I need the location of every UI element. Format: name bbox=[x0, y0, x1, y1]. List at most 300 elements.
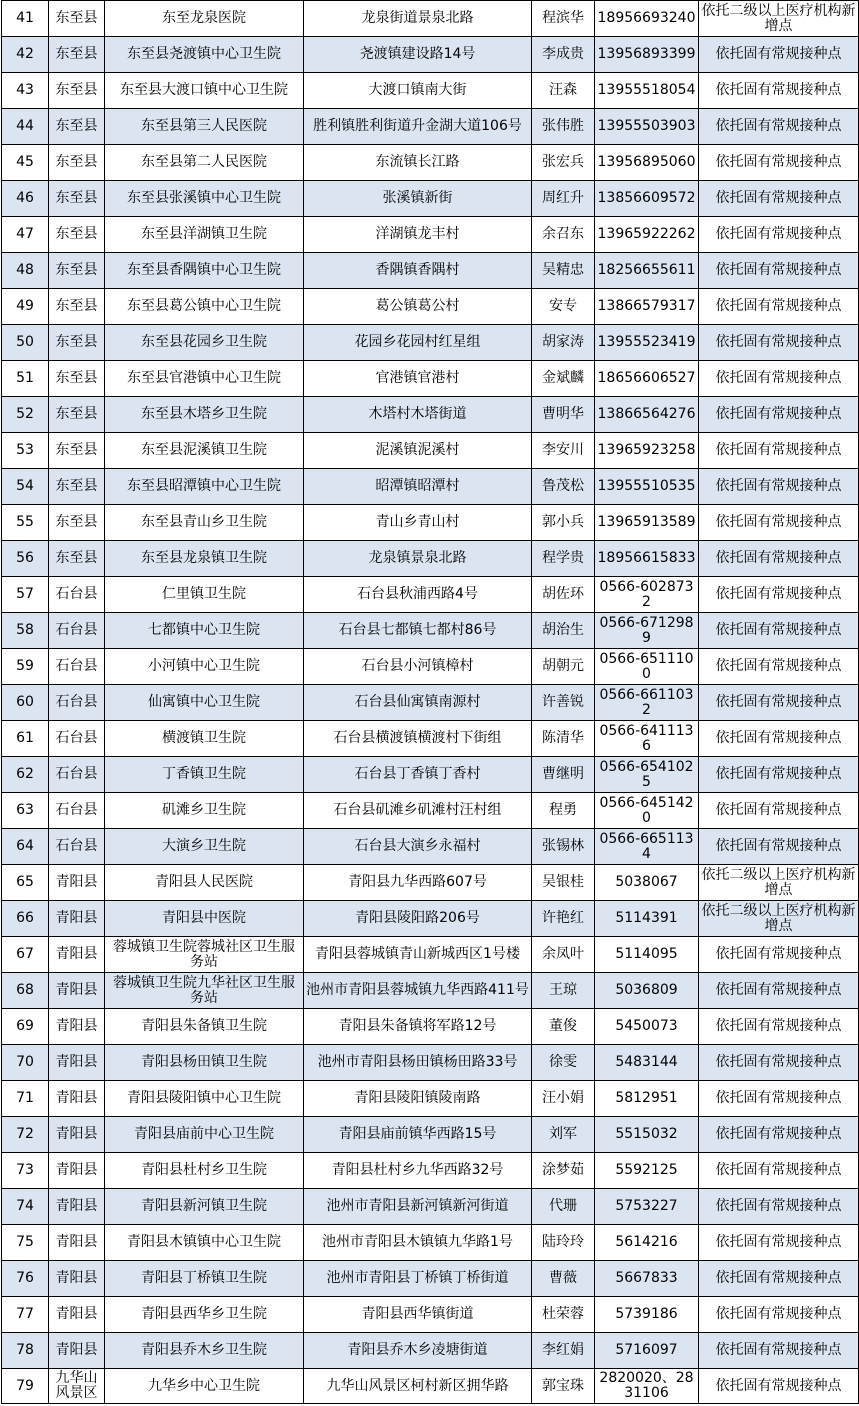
institution-cell: 青阳县人民医院 bbox=[105, 865, 304, 901]
address-cell: 花园乡花园村红星组 bbox=[304, 325, 532, 361]
row-number-cell: 50 bbox=[2, 325, 49, 361]
address-cell: 池州市青阳县新河镇新河街道 bbox=[304, 1189, 532, 1225]
row-number-cell: 57 bbox=[2, 577, 49, 613]
phone-cell: 5036809 bbox=[595, 973, 699, 1009]
phone-cell: 5667833 bbox=[595, 1261, 699, 1297]
contact-person-cell: 刘军 bbox=[532, 1117, 595, 1153]
county-cell: 石台县 bbox=[49, 793, 105, 829]
institution-cell: 大演乡卫生院 bbox=[105, 829, 304, 865]
table-row bbox=[2, 469, 859, 505]
row-number-cell: 52 bbox=[2, 397, 49, 433]
site-type-cell: 依托固有常规接种点 bbox=[699, 433, 859, 469]
phone-cell: 0566-6651134 bbox=[595, 829, 699, 865]
site-type-cell: 依托二级以上医疗机构新增点 bbox=[699, 1, 859, 37]
table-row bbox=[2, 361, 859, 397]
county-cell: 东至县 bbox=[49, 325, 105, 361]
contact-person-cell: 许善锐 bbox=[532, 685, 595, 721]
institution-cell: 东至县青山乡卫生院 bbox=[105, 505, 304, 541]
table-row bbox=[2, 181, 859, 217]
county-cell: 东至县 bbox=[49, 73, 105, 109]
county-cell: 青阳县 bbox=[49, 1261, 105, 1297]
institution-cell: 横渡镇卫生院 bbox=[105, 721, 304, 757]
row-number-cell: 59 bbox=[2, 649, 49, 685]
county-cell: 石台县 bbox=[49, 649, 105, 685]
institution-cell: 东至县官港镇中心卫生院 bbox=[105, 361, 304, 397]
row-number-cell: 46 bbox=[2, 181, 49, 217]
site-type-cell: 依托固有常规接种点 bbox=[699, 1261, 859, 1297]
site-type-cell: 依托固有常规接种点 bbox=[699, 181, 859, 217]
institution-cell: 九华乡中心卫生院 bbox=[105, 1369, 304, 1404]
row-number-cell: 53 bbox=[2, 433, 49, 469]
site-type-cell: 依托固有常规接种点 bbox=[699, 613, 859, 649]
row-number-cell: 49 bbox=[2, 289, 49, 325]
contact-person-cell: 鲁茂松 bbox=[532, 469, 595, 505]
phone-cell: 5739186 bbox=[595, 1297, 699, 1333]
site-type-cell: 依托固有常规接种点 bbox=[699, 973, 859, 1009]
site-type-cell: 依托固有常规接种点 bbox=[699, 397, 859, 433]
county-cell: 东至县 bbox=[49, 181, 105, 217]
table-row bbox=[2, 1045, 859, 1081]
phone-cell: 0566-6451420 bbox=[595, 793, 699, 829]
address-cell: 石台县矶滩乡矶滩村汪村组 bbox=[304, 793, 532, 829]
row-number-cell: 61 bbox=[2, 721, 49, 757]
institution-cell: 东至县第三人民医院 bbox=[105, 109, 304, 145]
contact-person-cell: 周红升 bbox=[532, 181, 595, 217]
row-number-cell: 74 bbox=[2, 1189, 49, 1225]
site-type-cell: 依托固有常规接种点 bbox=[699, 1225, 859, 1261]
site-type-cell: 依托二级以上医疗机构新增点 bbox=[699, 901, 859, 937]
county-cell: 石台县 bbox=[49, 829, 105, 865]
address-cell: 青阳县陵阳镇陵南路 bbox=[304, 1081, 532, 1117]
county-cell: 东至县 bbox=[49, 541, 105, 577]
site-type-cell: 依托二级以上医疗机构新增点 bbox=[699, 865, 859, 901]
address-cell: 石台县秋浦西路4号 bbox=[304, 577, 532, 613]
institution-cell: 矶滩乡卫生院 bbox=[105, 793, 304, 829]
county-cell: 东至县 bbox=[49, 217, 105, 253]
site-type-cell: 依托固有常规接种点 bbox=[699, 505, 859, 541]
site-type-cell: 依托固有常规接种点 bbox=[699, 649, 859, 685]
contact-person-cell: 程滨华 bbox=[532, 1, 595, 37]
table-row bbox=[2, 433, 859, 469]
institution-cell: 蓉城镇卫生院九华社区卫生服务站 bbox=[105, 973, 304, 1009]
table-row bbox=[2, 1009, 859, 1045]
table-row bbox=[2, 1, 859, 37]
county-cell: 东至县 bbox=[49, 397, 105, 433]
institution-cell: 青阳县丁桥镇卫生院 bbox=[105, 1261, 304, 1297]
county-cell: 东至县 bbox=[49, 433, 105, 469]
table-row bbox=[2, 1261, 859, 1297]
phone-cell: 0566-6712989 bbox=[595, 613, 699, 649]
phone-cell: 0566-6028732 bbox=[595, 577, 699, 613]
row-number-cell: 79 bbox=[2, 1369, 49, 1404]
county-cell: 九华山风景区 bbox=[49, 1369, 105, 1404]
contact-person-cell: 吴精忠 bbox=[532, 253, 595, 289]
contact-person-cell: 金斌麟 bbox=[532, 361, 595, 397]
institution-cell: 东至县香隅镇中心卫生院 bbox=[105, 253, 304, 289]
contact-person-cell: 张锡林 bbox=[532, 829, 595, 865]
contact-person-cell: 曹薇 bbox=[532, 1261, 595, 1297]
site-type-cell: 依托固有常规接种点 bbox=[699, 1297, 859, 1333]
site-type-cell: 依托固有常规接种点 bbox=[699, 1117, 859, 1153]
contact-person-cell: 杜荣蓉 bbox=[532, 1297, 595, 1333]
site-type-cell: 依托固有常规接种点 bbox=[699, 469, 859, 505]
county-cell: 青阳县 bbox=[49, 1333, 105, 1369]
address-cell: 池州市青阳县木镇镇九华路1号 bbox=[304, 1225, 532, 1261]
site-type-cell: 依托固有常规接种点 bbox=[699, 37, 859, 73]
site-type-cell: 依托固有常规接种点 bbox=[699, 361, 859, 397]
table-row bbox=[2, 253, 859, 289]
site-type-cell: 依托固有常规接种点 bbox=[699, 793, 859, 829]
row-number-cell: 62 bbox=[2, 757, 49, 793]
row-number-cell: 72 bbox=[2, 1117, 49, 1153]
county-cell: 东至县 bbox=[49, 37, 105, 73]
contact-person-cell: 曹明华 bbox=[532, 397, 595, 433]
institution-cell: 东至县尧渡镇中心卫生院 bbox=[105, 37, 304, 73]
county-cell: 青阳县 bbox=[49, 1153, 105, 1189]
phone-cell: 13965923258 bbox=[595, 433, 699, 469]
county-cell: 青阳县 bbox=[49, 1297, 105, 1333]
county-cell: 石台县 bbox=[49, 721, 105, 757]
row-number-cell: 75 bbox=[2, 1225, 49, 1261]
address-cell: 泥溪镇泥溪村 bbox=[304, 433, 532, 469]
contact-person-cell: 许艳红 bbox=[532, 901, 595, 937]
table-row bbox=[2, 325, 859, 361]
site-type-cell: 依托固有常规接种点 bbox=[699, 1369, 859, 1404]
site-type-cell: 依托固有常规接种点 bbox=[699, 577, 859, 613]
site-type-cell: 依托固有常规接种点 bbox=[699, 217, 859, 253]
address-cell: 尧渡镇建设路14号 bbox=[304, 37, 532, 73]
institution-cell: 东至县木塔乡卫生院 bbox=[105, 397, 304, 433]
county-cell: 石台县 bbox=[49, 613, 105, 649]
phone-cell: 5038067 bbox=[595, 865, 699, 901]
row-number-cell: 48 bbox=[2, 253, 49, 289]
row-number-cell: 63 bbox=[2, 793, 49, 829]
contact-person-cell: 胡佐环 bbox=[532, 577, 595, 613]
contact-person-cell: 汪小娟 bbox=[532, 1081, 595, 1117]
row-number-cell: 66 bbox=[2, 901, 49, 937]
contact-person-cell: 张伟胜 bbox=[532, 109, 595, 145]
institution-cell: 青阳县西华乡卫生院 bbox=[105, 1297, 304, 1333]
row-number-cell: 60 bbox=[2, 685, 49, 721]
address-cell: 石台县大演乡永福村 bbox=[304, 829, 532, 865]
site-type-cell: 依托固有常规接种点 bbox=[699, 109, 859, 145]
phone-cell: 13956895060 bbox=[595, 145, 699, 181]
row-number-cell: 70 bbox=[2, 1045, 49, 1081]
institution-cell: 青阳县杜村乡卫生院 bbox=[105, 1153, 304, 1189]
institution-cell: 青阳县乔木乡卫生院 bbox=[105, 1333, 304, 1369]
table-row bbox=[2, 1153, 859, 1189]
institution-cell: 东至龙泉医院 bbox=[105, 1, 304, 37]
address-cell: 青山乡青山村 bbox=[304, 505, 532, 541]
site-type-cell: 依托固有常规接种点 bbox=[699, 1009, 859, 1045]
phone-cell: 13955518054 bbox=[595, 73, 699, 109]
row-number-cell: 77 bbox=[2, 1297, 49, 1333]
site-type-cell: 依托固有常规接种点 bbox=[699, 685, 859, 721]
institution-cell: 东至县昭潭镇中心卫生院 bbox=[105, 469, 304, 505]
county-cell: 东至县 bbox=[49, 469, 105, 505]
address-cell: 池州市青阳县杨田镇杨田路33号 bbox=[304, 1045, 532, 1081]
contact-person-cell: 王琼 bbox=[532, 973, 595, 1009]
site-type-cell: 依托固有常规接种点 bbox=[699, 1333, 859, 1369]
address-cell: 胜利镇胜利街道升金湖大道106号 bbox=[304, 109, 532, 145]
phone-cell: 18656606527 bbox=[595, 361, 699, 397]
row-number-cell: 78 bbox=[2, 1333, 49, 1369]
contact-person-cell: 涂梦茹 bbox=[532, 1153, 595, 1189]
address-cell: 木塔村木塔街道 bbox=[304, 397, 532, 433]
phone-cell: 5592125 bbox=[595, 1153, 699, 1189]
site-type-cell: 依托固有常规接种点 bbox=[699, 829, 859, 865]
contact-person-cell: 郭宝珠 bbox=[532, 1369, 595, 1404]
county-cell: 东至县 bbox=[49, 1, 105, 37]
row-number-cell: 65 bbox=[2, 865, 49, 901]
table-row bbox=[2, 37, 859, 73]
contact-person-cell: 吴银桂 bbox=[532, 865, 595, 901]
address-cell: 青阳县朱备镇将军路12号 bbox=[304, 1009, 532, 1045]
table-row bbox=[2, 829, 859, 865]
phone-cell: 13956893399 bbox=[595, 37, 699, 73]
table-row bbox=[2, 1189, 859, 1225]
address-cell: 大渡口镇南大街 bbox=[304, 73, 532, 109]
county-cell: 青阳县 bbox=[49, 1225, 105, 1261]
institution-cell: 东至县泥溪镇卫生院 bbox=[105, 433, 304, 469]
county-cell: 青阳县 bbox=[49, 1189, 105, 1225]
row-number-cell: 54 bbox=[2, 469, 49, 505]
address-cell: 石台县小河镇樟村 bbox=[304, 649, 532, 685]
address-cell: 青阳县乔木乡凌塘街道 bbox=[304, 1333, 532, 1369]
institution-cell: 东至县洋湖镇卫生院 bbox=[105, 217, 304, 253]
county-cell: 东至县 bbox=[49, 289, 105, 325]
phone-cell: 13866564276 bbox=[595, 397, 699, 433]
site-type-cell: 依托固有常规接种点 bbox=[699, 721, 859, 757]
table-row bbox=[2, 685, 859, 721]
phone-cell: 13965922262 bbox=[595, 217, 699, 253]
table-row bbox=[2, 1117, 859, 1153]
phone-cell: 0566-6611032 bbox=[595, 685, 699, 721]
institution-cell: 东至县葛公镇中心卫生院 bbox=[105, 289, 304, 325]
phone-cell: 18956615833 bbox=[595, 541, 699, 577]
table-row bbox=[2, 973, 859, 1009]
table-row bbox=[2, 289, 859, 325]
institution-cell: 东至县大渡口镇中心卫生院 bbox=[105, 73, 304, 109]
table-row bbox=[2, 541, 859, 577]
table-body bbox=[2, 1, 859, 1404]
row-number-cell: 47 bbox=[2, 217, 49, 253]
phone-cell: 5114095 bbox=[595, 937, 699, 973]
site-type-cell: 依托固有常规接种点 bbox=[699, 757, 859, 793]
county-cell: 青阳县 bbox=[49, 901, 105, 937]
institution-cell: 青阳县杨田镇卫生院 bbox=[105, 1045, 304, 1081]
institution-cell: 青阳县木镇镇中心卫生院 bbox=[105, 1225, 304, 1261]
table-row bbox=[2, 865, 859, 901]
contact-person-cell: 胡朝元 bbox=[532, 649, 595, 685]
phone-cell: 13965913589 bbox=[595, 505, 699, 541]
county-cell: 青阳县 bbox=[49, 1009, 105, 1045]
address-cell: 青阳县杜村乡九华西路32号 bbox=[304, 1153, 532, 1189]
institution-cell: 七都镇中心卫生院 bbox=[105, 613, 304, 649]
row-number-cell: 51 bbox=[2, 361, 49, 397]
contact-person-cell: 徐雯 bbox=[532, 1045, 595, 1081]
phone-cell: 5614216 bbox=[595, 1225, 699, 1261]
institution-cell: 丁香镇卫生院 bbox=[105, 757, 304, 793]
county-cell: 青阳县 bbox=[49, 1045, 105, 1081]
address-cell: 青阳县庙前镇华西路15号 bbox=[304, 1117, 532, 1153]
table-row bbox=[2, 1297, 859, 1333]
contact-person-cell: 余凤叶 bbox=[532, 937, 595, 973]
phone-cell: 5114391 bbox=[595, 901, 699, 937]
table-row bbox=[2, 397, 859, 433]
contact-person-cell: 余召东 bbox=[532, 217, 595, 253]
phone-cell: 18256655611 bbox=[595, 253, 699, 289]
address-cell: 香隅镇香隅村 bbox=[304, 253, 532, 289]
institution-cell: 青阳县新河镇卫生院 bbox=[105, 1189, 304, 1225]
institution-cell: 东至县张溪镇中心卫生院 bbox=[105, 181, 304, 217]
site-type-cell: 依托固有常规接种点 bbox=[699, 541, 859, 577]
institution-cell: 东至县龙泉镇卫生院 bbox=[105, 541, 304, 577]
phone-cell: 13955510535 bbox=[595, 469, 699, 505]
row-number-cell: 76 bbox=[2, 1261, 49, 1297]
contact-person-cell: 胡治生 bbox=[532, 613, 595, 649]
address-cell: 洋湖镇龙丰村 bbox=[304, 217, 532, 253]
table-row bbox=[2, 145, 859, 181]
county-cell: 石台县 bbox=[49, 685, 105, 721]
address-cell: 官港镇官港村 bbox=[304, 361, 532, 397]
address-cell: 石台县仙寓镇南源村 bbox=[304, 685, 532, 721]
address-cell: 张溪镇新街 bbox=[304, 181, 532, 217]
address-cell: 九华山风景区柯村新区拥华路 bbox=[304, 1369, 532, 1404]
site-type-cell: 依托固有常规接种点 bbox=[699, 937, 859, 973]
row-number-cell: 58 bbox=[2, 613, 49, 649]
contact-person-cell: 李红娟 bbox=[532, 1333, 595, 1369]
address-cell: 石台县横渡镇横渡村下街组 bbox=[304, 721, 532, 757]
contact-person-cell: 胡家涛 bbox=[532, 325, 595, 361]
address-cell: 池州市青阳县蓉城镇九华西路411号 bbox=[304, 973, 532, 1009]
table-row bbox=[2, 1333, 859, 1369]
table-row bbox=[2, 505, 859, 541]
address-cell: 昭潭镇昭潭村 bbox=[304, 469, 532, 505]
phone-cell: 13866579317 bbox=[595, 289, 699, 325]
county-cell: 青阳县 bbox=[49, 865, 105, 901]
table-row bbox=[2, 109, 859, 145]
county-cell: 青阳县 bbox=[49, 937, 105, 973]
row-number-cell: 73 bbox=[2, 1153, 49, 1189]
table-row bbox=[2, 1225, 859, 1261]
vaccination-sites-table bbox=[1, 0, 859, 1404]
phone-cell: 5515032 bbox=[595, 1117, 699, 1153]
institution-cell: 仁里镇卫生院 bbox=[105, 577, 304, 613]
address-cell: 龙泉街道景泉北路 bbox=[304, 1, 532, 37]
contact-person-cell: 代珊 bbox=[532, 1189, 595, 1225]
institution-cell: 青阳县中医院 bbox=[105, 901, 304, 937]
phone-cell: 5812951 bbox=[595, 1081, 699, 1117]
address-cell: 青阳县西华镇街道 bbox=[304, 1297, 532, 1333]
institution-cell: 青阳县庙前中心卫生院 bbox=[105, 1117, 304, 1153]
table-row bbox=[2, 937, 859, 973]
site-type-cell: 依托固有常规接种点 bbox=[699, 73, 859, 109]
county-cell: 东至县 bbox=[49, 145, 105, 181]
row-number-cell: 44 bbox=[2, 109, 49, 145]
county-cell: 青阳县 bbox=[49, 1081, 105, 1117]
contact-person-cell: 李成贵 bbox=[532, 37, 595, 73]
row-number-cell: 69 bbox=[2, 1009, 49, 1045]
table-row bbox=[2, 73, 859, 109]
county-cell: 东至县 bbox=[49, 505, 105, 541]
address-cell: 葛公镇葛公村 bbox=[304, 289, 532, 325]
contact-person-cell: 张宏兵 bbox=[532, 145, 595, 181]
table-row bbox=[2, 1369, 859, 1404]
county-cell: 石台县 bbox=[49, 757, 105, 793]
phone-cell: 0566-6541025 bbox=[595, 757, 699, 793]
address-cell: 青阳县陵阳路206号 bbox=[304, 901, 532, 937]
table-row bbox=[2, 1081, 859, 1117]
phone-cell: 13955503903 bbox=[595, 109, 699, 145]
site-type-cell: 依托固有常规接种点 bbox=[699, 1189, 859, 1225]
contact-person-cell: 曹继明 bbox=[532, 757, 595, 793]
address-cell: 青阳县蓉城镇青山新城西区1号楼 bbox=[304, 937, 532, 973]
phone-cell: 13955523419 bbox=[595, 325, 699, 361]
contact-person-cell: 安专 bbox=[532, 289, 595, 325]
site-type-cell: 依托固有常规接种点 bbox=[699, 145, 859, 181]
contact-person-cell: 陈清华 bbox=[532, 721, 595, 757]
site-type-cell: 依托固有常规接种点 bbox=[699, 325, 859, 361]
institution-cell: 小河镇中心卫生院 bbox=[105, 649, 304, 685]
phone-cell: 5716097 bbox=[595, 1333, 699, 1369]
row-number-cell: 43 bbox=[2, 73, 49, 109]
site-type-cell: 依托固有常规接种点 bbox=[699, 253, 859, 289]
institution-cell: 东至县第二人民医院 bbox=[105, 145, 304, 181]
phone-cell: 0566-6411136 bbox=[595, 721, 699, 757]
contact-person-cell: 李安川 bbox=[532, 433, 595, 469]
institution-cell: 蓉城镇卫生院蓉城社区卫生服务站 bbox=[105, 937, 304, 973]
county-cell: 石台县 bbox=[49, 577, 105, 613]
phone-cell: 5450073 bbox=[595, 1009, 699, 1045]
institution-cell: 东至县花园乡卫生院 bbox=[105, 325, 304, 361]
address-cell: 龙泉镇景泉北路 bbox=[304, 541, 532, 577]
row-number-cell: 55 bbox=[2, 505, 49, 541]
table-row bbox=[2, 793, 859, 829]
phone-cell: 0566-6511100 bbox=[595, 649, 699, 685]
county-cell: 东至县 bbox=[49, 253, 105, 289]
table-row bbox=[2, 757, 859, 793]
institution-cell: 青阳县陵阳镇中心卫生院 bbox=[105, 1081, 304, 1117]
address-cell: 石台县丁香镇丁香村 bbox=[304, 757, 532, 793]
table-row bbox=[2, 721, 859, 757]
table-row bbox=[2, 613, 859, 649]
phone-cell: 5753227 bbox=[595, 1189, 699, 1225]
address-cell: 石台县七都镇七都村86号 bbox=[304, 613, 532, 649]
county-cell: 东至县 bbox=[49, 361, 105, 397]
table-row bbox=[2, 577, 859, 613]
row-number-cell: 42 bbox=[2, 37, 49, 73]
contact-person-cell: 董俊 bbox=[532, 1009, 595, 1045]
table-row bbox=[2, 217, 859, 253]
site-type-cell: 依托固有常规接种点 bbox=[699, 1045, 859, 1081]
row-number-cell: 56 bbox=[2, 541, 49, 577]
address-cell: 池州市青阳县丁桥镇丁桥街道 bbox=[304, 1261, 532, 1297]
contact-person-cell: 程勇 bbox=[532, 793, 595, 829]
row-number-cell: 67 bbox=[2, 937, 49, 973]
institution-cell: 仙寓镇中心卫生院 bbox=[105, 685, 304, 721]
contact-person-cell: 陆玲玲 bbox=[532, 1225, 595, 1261]
site-type-cell: 依托固有常规接种点 bbox=[699, 1153, 859, 1189]
contact-person-cell: 程学贵 bbox=[532, 541, 595, 577]
phone-cell: 13856609572 bbox=[595, 181, 699, 217]
table-row bbox=[2, 649, 859, 685]
institution-cell: 青阳县朱备镇卫生院 bbox=[105, 1009, 304, 1045]
site-type-cell: 依托固有常规接种点 bbox=[699, 1081, 859, 1117]
table-row bbox=[2, 901, 859, 937]
phone-cell: 18956693240 bbox=[595, 1, 699, 37]
phone-cell: 2820020、2831106 bbox=[595, 1369, 699, 1404]
